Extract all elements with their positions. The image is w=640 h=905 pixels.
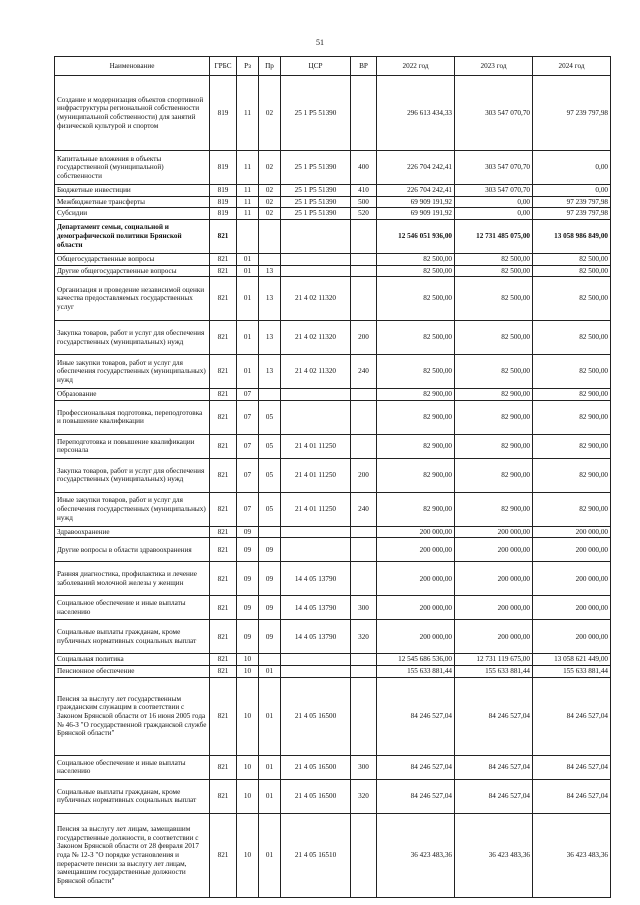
row-name: Субсидии [55,208,210,220]
row-pr [259,219,281,253]
row-csr: 21 4 02 11320 [281,321,351,355]
row-csr: 25 1 P5 51390 [281,208,351,220]
row-2023: 200 000,00 [455,538,533,562]
row-grbs: 819 [210,76,237,151]
row-2023: 84 246 527,04 [455,779,533,813]
row-pr: 13 [259,277,281,321]
row-2024: 200 000,00 [533,596,611,620]
row-vr: 200 [351,321,377,355]
row-csr [281,654,351,666]
row-2023: 200 000,00 [455,596,533,620]
row-2024: 82 900,00 [533,389,611,401]
table-row [55,253,611,265]
row-2023: 0,00 [455,196,533,208]
row-grbs: 821 [210,526,237,538]
row-grbs: 821 [210,779,237,813]
row-vr [351,219,377,253]
col-header-name: Наименование [55,57,210,76]
row-csr: 14 4 05 13790 [281,596,351,620]
row-2023: 82 900,00 [455,434,533,458]
row-2022: 200 000,00 [377,526,455,538]
row-csr: 14 4 05 13790 [281,562,351,596]
row-name: Социальные выплаты гражданам, кроме публичных нормативных социальных выплат [55,620,210,654]
row-2023: 82 500,00 [455,355,533,389]
row-name: Другие вопросы в области здравоохранения [55,538,210,562]
row-2022: 36 423 483,36 [377,813,455,897]
row-vr [351,389,377,401]
table-row [55,654,611,666]
row-name: Иные закупки товаров, работ и услуг для обеспечения государственных (муниципальных) нужд [55,355,210,389]
budget-table [54,56,611,898]
row-grbs: 821 [210,265,237,277]
row-pr: 13 [259,321,281,355]
row-2023: 12 731 119 675,00 [455,654,533,666]
row-vr: 240 [351,355,377,389]
row-csr: 21 4 01 11250 [281,458,351,492]
row-csr [281,389,351,401]
row-csr: 21 4 05 16500 [281,677,351,755]
row-grbs: 821 [210,813,237,897]
row-2022: 82 900,00 [377,434,455,458]
row-grbs: 819 [210,185,237,197]
row-name: Общегосударственные вопросы [55,253,210,265]
row-name: Здравоохранение [55,526,210,538]
row-2024: 13 058 621 449,00 [533,654,611,666]
row-2023: 0,00 [455,208,533,220]
row-rz: 10 [237,779,259,813]
row-2022: 69 909 191,92 [377,196,455,208]
row-2023: 82 500,00 [455,265,533,277]
row-2023: 155 633 881,44 [455,666,533,678]
row-grbs: 821 [210,355,237,389]
row-pr: 05 [259,434,281,458]
row-2022: 226 704 242,41 [377,151,455,185]
table-row [55,458,611,492]
table-row [55,620,611,654]
table-row [55,562,611,596]
row-2022: 69 909 191,92 [377,208,455,220]
row-pr: 01 [259,813,281,897]
row-rz: 01 [237,277,259,321]
row-grbs: 821 [210,654,237,666]
table-row [55,219,611,253]
col-header-grbs: ГРБС [210,57,237,76]
row-2024: 0,00 [533,151,611,185]
row-2023: 84 246 527,04 [455,755,533,779]
table-row [55,196,611,208]
row-2022: 82 900,00 [377,400,455,434]
row-pr [259,526,281,538]
row-grbs: 819 [210,208,237,220]
row-grbs: 821 [210,538,237,562]
row-grbs: 821 [210,620,237,654]
row-pr: 02 [259,208,281,220]
row-grbs: 821 [210,458,237,492]
col-header-2024: 2024 год [533,57,611,76]
row-2024: 82 500,00 [533,321,611,355]
row-name: Пенсионное обеспечение [55,666,210,678]
row-pr: 13 [259,355,281,389]
row-vr: 200 [351,458,377,492]
row-2022: 200 000,00 [377,596,455,620]
table-header-row [55,57,611,76]
row-vr [351,400,377,434]
row-vr [351,538,377,562]
table-row [55,666,611,678]
row-pr [259,654,281,666]
row-name: Социальная политика [55,654,210,666]
row-grbs: 821 [210,321,237,355]
row-csr: 21 4 05 16510 [281,813,351,897]
row-name: Пенсия за выслугу лет государственным гражданским служащим в соответствии с Законом Брянской области от 16 июня 2005 года № 46-З "О государственной гражданской службе Брянской области" [55,677,210,755]
row-vr: 320 [351,620,377,654]
row-pr: 02 [259,151,281,185]
row-csr: 25 1 P5 51390 [281,151,351,185]
row-pr: 01 [259,677,281,755]
row-grbs: 821 [210,755,237,779]
row-pr: 02 [259,196,281,208]
row-rz: 10 [237,666,259,678]
row-vr [351,277,377,321]
row-pr: 09 [259,620,281,654]
table-row [55,755,611,779]
row-rz: 07 [237,389,259,401]
row-vr [351,253,377,265]
row-name: Организация и проведение независимой оценки качества предоставляемых государственных услуг [55,277,210,321]
row-vr: 500 [351,196,377,208]
row-name: Закупка товаров, работ и услуг для обеспечения государственных (муниципальных) нужд [55,458,210,492]
row-pr [259,389,281,401]
row-2024: 82 500,00 [533,355,611,389]
row-vr [351,526,377,538]
row-rz: 01 [237,253,259,265]
row-csr: 25 1 P5 51390 [281,196,351,208]
row-vr: 320 [351,779,377,813]
row-2022: 82 500,00 [377,277,455,321]
row-2022: 82 500,00 [377,355,455,389]
row-2024: 97 239 797,98 [533,196,611,208]
row-2024: 82 900,00 [533,434,611,458]
row-grbs: 821 [210,677,237,755]
row-vr [351,76,377,151]
row-2023: 200 000,00 [455,526,533,538]
row-2022: 12 545 686 536,00 [377,654,455,666]
row-csr: 21 4 01 11250 [281,434,351,458]
col-header-rz: Рз [237,57,259,76]
row-pr: 01 [259,755,281,779]
row-pr: 09 [259,538,281,562]
row-vr [351,654,377,666]
row-name: Переподготовка и повышение квалификации персонала [55,434,210,458]
row-vr [351,562,377,596]
table-row [55,185,611,197]
row-rz: 07 [237,434,259,458]
row-2024: 82 500,00 [533,253,611,265]
row-pr: 05 [259,400,281,434]
row-name: Профессиональная подготовка, переподготовка и повышение квалификации [55,400,210,434]
row-rz: 09 [237,596,259,620]
row-csr [281,666,351,678]
table-row [55,492,611,526]
row-2024: 13 058 986 849,00 [533,219,611,253]
row-name: Закупка товаров, работ и услуг для обеспечения государственных (муниципальных) нужд [55,321,210,355]
row-2024: 155 633 881,44 [533,666,611,678]
row-csr [281,253,351,265]
row-csr: 14 4 05 13790 [281,620,351,654]
row-vr: 240 [351,492,377,526]
row-2023: 84 246 527,04 [455,677,533,755]
col-header-csr: ЦСР [281,57,351,76]
row-vr: 300 [351,755,377,779]
row-2023: 82 900,00 [455,492,533,526]
row-rz: 07 [237,458,259,492]
row-2022: 82 500,00 [377,253,455,265]
table-row [55,389,611,401]
row-vr [351,265,377,277]
row-grbs: 821 [210,219,237,253]
row-2022: 296 613 434,33 [377,76,455,151]
table-row [55,151,611,185]
row-pr: 02 [259,185,281,197]
row-2023: 12 731 485 075,00 [455,219,533,253]
row-grbs: 821 [210,596,237,620]
row-2024: 200 000,00 [533,562,611,596]
row-csr [281,526,351,538]
row-grbs: 821 [210,492,237,526]
row-name: Создание и модернизация объектов спортивной инфраструктуры региональной собственности (муниципальной собственности) для занятий физической культурой и спортом [55,76,210,151]
row-vr [351,813,377,897]
row-2023: 82 900,00 [455,389,533,401]
row-vr: 400 [351,151,377,185]
col-header-2023: 2023 год [455,57,533,76]
row-rz: 10 [237,654,259,666]
row-name: Другие общегосударственные вопросы [55,265,210,277]
row-grbs: 821 [210,666,237,678]
row-rz: 11 [237,151,259,185]
row-2024: 97 239 797,98 [533,208,611,220]
page-number: 51 [316,38,324,47]
table-body [55,76,611,898]
row-rz: 09 [237,538,259,562]
row-2022: 84 246 527,04 [377,755,455,779]
row-csr [281,538,351,562]
col-header-vr: ВР [351,57,377,76]
row-pr: 13 [259,265,281,277]
row-2022: 82 500,00 [377,321,455,355]
row-2024: 84 246 527,04 [533,755,611,779]
row-grbs: 821 [210,434,237,458]
row-csr [281,219,351,253]
row-2023: 303 547 070,70 [455,151,533,185]
row-grbs: 819 [210,151,237,185]
row-2024: 200 000,00 [533,620,611,654]
row-rz: 07 [237,400,259,434]
row-2022: 82 900,00 [377,492,455,526]
row-2024: 82 500,00 [533,277,611,321]
row-name: Департамент семьи, социальной и демографической политики Брянской области [55,219,210,253]
row-grbs: 821 [210,253,237,265]
row-2024: 200 000,00 [533,538,611,562]
row-name: Иные закупки товаров, работ и услуг для обеспечения государственных (муниципальных) нужд [55,492,210,526]
row-name: Бюджетные инвестиции [55,185,210,197]
row-csr: 21 4 02 11320 [281,277,351,321]
row-2023: 200 000,00 [455,620,533,654]
row-csr: 21 4 05 16500 [281,779,351,813]
row-2023: 303 547 070,70 [455,76,533,151]
row-2022: 82 900,00 [377,389,455,401]
row-csr [281,265,351,277]
row-rz: 11 [237,196,259,208]
table-row [55,321,611,355]
row-2022: 82 900,00 [377,458,455,492]
row-pr: 05 [259,492,281,526]
row-pr: 09 [259,596,281,620]
table-row [55,400,611,434]
row-2022: 226 704 242,41 [377,185,455,197]
row-2022: 12 546 051 936,00 [377,219,455,253]
row-rz: 11 [237,76,259,151]
row-name: Социальное обеспечение и иные выплаты населению [55,596,210,620]
row-name: Образование [55,389,210,401]
row-2023: 82 900,00 [455,400,533,434]
table-row [55,434,611,458]
row-2024: 84 246 527,04 [533,779,611,813]
row-2022: 84 246 527,04 [377,677,455,755]
row-grbs: 821 [210,389,237,401]
table-row [55,76,611,151]
row-rz: 10 [237,813,259,897]
table-row [55,208,611,220]
table-row [55,265,611,277]
row-2023: 303 547 070,70 [455,185,533,197]
row-2023: 82 500,00 [455,321,533,355]
row-grbs: 821 [210,277,237,321]
table-row [55,596,611,620]
row-pr: 01 [259,666,281,678]
row-2024: 97 239 797,98 [533,76,611,151]
row-pr: 05 [259,458,281,492]
row-2022: 200 000,00 [377,538,455,562]
row-name: Социальные выплаты гражданам, кроме публичных нормативных социальных выплат [55,779,210,813]
row-vr [351,666,377,678]
row-rz: 11 [237,208,259,220]
row-2023: 36 423 483,36 [455,813,533,897]
row-2023: 200 000,00 [455,562,533,596]
row-rz: 09 [237,562,259,596]
row-grbs: 819 [210,196,237,208]
row-2024: 82 900,00 [533,492,611,526]
row-2024: 0,00 [533,185,611,197]
table-row [55,538,611,562]
table-row [55,677,611,755]
row-2023: 82 900,00 [455,458,533,492]
row-2024: 200 000,00 [533,526,611,538]
row-grbs: 821 [210,400,237,434]
table-row [55,277,611,321]
row-rz: 10 [237,677,259,755]
row-2022: 82 500,00 [377,265,455,277]
row-pr [259,253,281,265]
row-grbs: 821 [210,562,237,596]
row-csr: 21 4 02 11320 [281,355,351,389]
row-pr: 02 [259,76,281,151]
row-rz: 09 [237,526,259,538]
row-name: Ранняя диагностика, профилактика и лечение заболеваний молочной железы у женщин [55,562,210,596]
row-name: Пенсия за выслугу лет лицам, замещавшим государственные должности, в соответствии с Законом Брянской области от 28 февраля 2017 года № 12-З "О порядке установления и перерасчете пенсии за выслугу лет лицам, замещавшим государственные должности Брянской области" [55,813,210,897]
row-2022: 155 633 881,44 [377,666,455,678]
row-vr: 520 [351,208,377,220]
row-2024: 82 900,00 [533,458,611,492]
row-2023: 82 500,00 [455,253,533,265]
row-rz: 11 [237,185,259,197]
row-rz: 01 [237,355,259,389]
row-2022: 84 246 527,04 [377,779,455,813]
row-csr: 21 4 01 11250 [281,492,351,526]
row-name: Капитальные вложения в объекты государственной (муниципальной) собственности [55,151,210,185]
row-vr [351,677,377,755]
row-rz [237,219,259,253]
table-row [55,813,611,897]
row-pr: 09 [259,562,281,596]
table-row [55,355,611,389]
row-csr: 21 4 05 16500 [281,755,351,779]
row-2022: 200 000,00 [377,562,455,596]
row-pr: 01 [259,779,281,813]
row-2022: 200 000,00 [377,620,455,654]
row-2024: 82 900,00 [533,400,611,434]
row-name: Межбюджетные трансферты [55,196,210,208]
table-row [55,779,611,813]
row-rz: 09 [237,620,259,654]
row-csr [281,400,351,434]
row-csr: 25 1 P5 51390 [281,76,351,151]
row-2024: 84 246 527,04 [533,677,611,755]
row-rz: 01 [237,265,259,277]
row-rz: 01 [237,321,259,355]
row-2024: 36 423 483,36 [533,813,611,897]
row-csr: 25 1 P5 51390 [281,185,351,197]
col-header-pr: Пр [259,57,281,76]
row-rz: 10 [237,755,259,779]
col-header-2022: 2022 год [377,57,455,76]
row-vr: 300 [351,596,377,620]
row-vr [351,434,377,458]
row-2024: 82 500,00 [533,265,611,277]
row-name: Социальное обеспечение и иные выплаты населению [55,755,210,779]
row-2023: 82 500,00 [455,277,533,321]
table-row [55,526,611,538]
row-rz: 07 [237,492,259,526]
row-vr: 410 [351,185,377,197]
